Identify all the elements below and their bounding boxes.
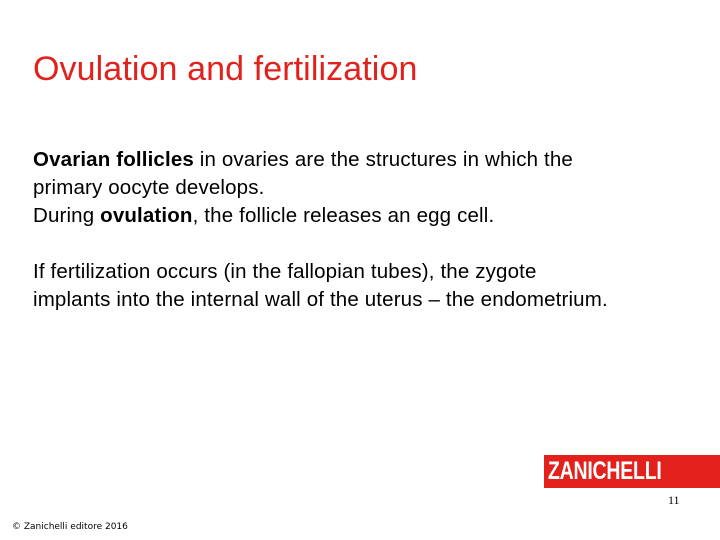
body-line: primary oocyte develops.	[33, 176, 265, 199]
page-number: 11	[668, 493, 680, 507]
term-ovarian-follicles: Ovarian follicles	[33, 148, 194, 171]
body-text: in ovaries are the structures in which the	[193, 148, 573, 171]
body-text: During	[33, 204, 101, 227]
slide-title: Ovulation and fertilization	[33, 50, 418, 88]
slide-body	[33, 146, 705, 314]
copyright-notice: © Zanichelli editore 2016	[12, 522, 128, 532]
body-line	[33, 202, 705, 230]
body-line: If fertilization occurs (in the fallopian tubes), the zygote	[33, 260, 537, 283]
term-ovulation: ovulation	[100, 204, 193, 227]
logo-text: ZANICHELLI	[548, 457, 662, 485]
paragraph-fertilization	[33, 258, 705, 314]
zanichelli-logo	[544, 455, 720, 488]
body-line	[33, 146, 705, 174]
paragraph-ovulation	[33, 146, 705, 230]
body-text: , the follicle releases an egg cell.	[192, 204, 495, 227]
body-line: implants into the internal wall of the uterus – the endometrium.	[33, 288, 608, 311]
